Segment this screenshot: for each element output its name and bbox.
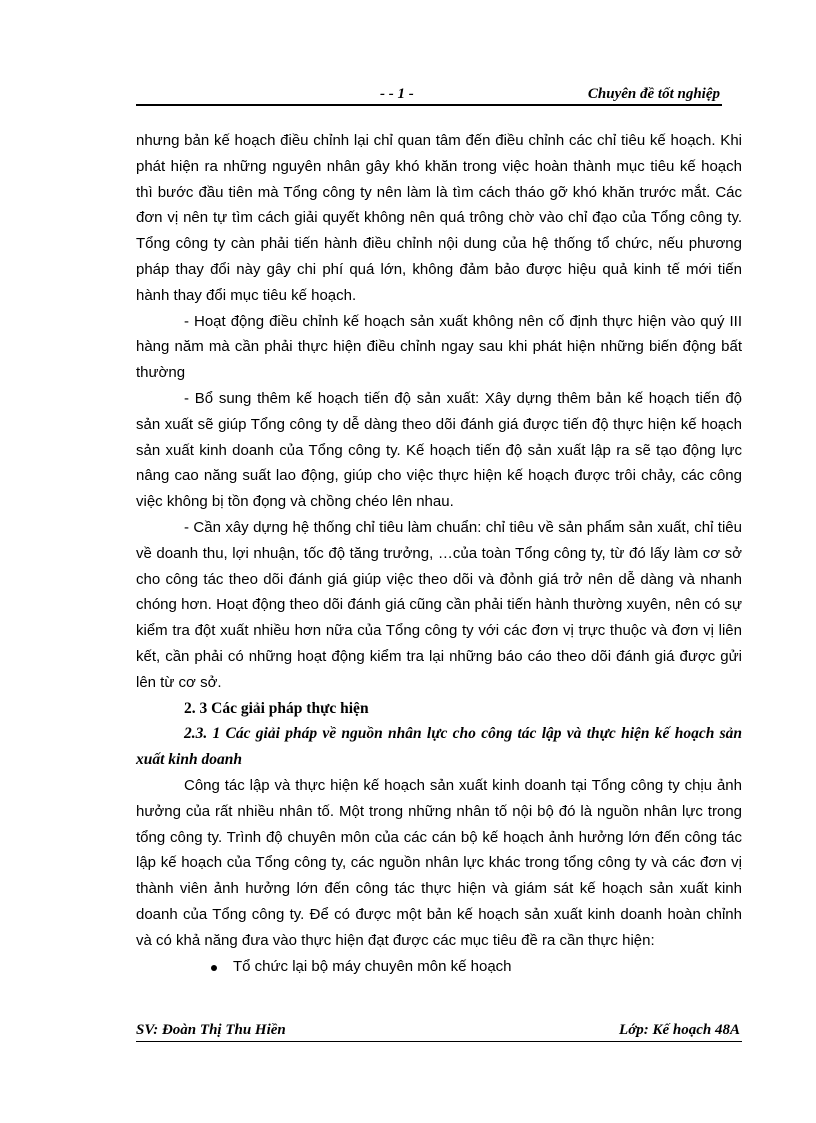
paragraph-2: - Hoạt động điều chỉnh kế hoạch sản xuất không nên cố định thực hiện vào quý III hàng năm mà cần phải thực hiện điều chỉnh ngay sau khi phát hiện những biến động bất thường bbox=[136, 312, 742, 382]
document-body bbox=[136, 128, 742, 979]
paragraph-5: Công tác lập và thực hiện kế hoạch sản xuất kinh doanh tại Tổng công ty chịu ảnh hưởng của rất nhiều nhân tố. Một trong những nhân tố nội bộ đó là nguồn nhân lực trong tổng công ty. Trình độ chuyên môn của các cán bộ kế hoạch ảnh hưởng lớn đến công tác lập kế hoạch của Tổng công ty, các nguồn nhân lực khác trong tổng công ty và các đơn vị thành viên ảnh hưởng lớn đến công tác thực hiện và giám sát kế hoạch sản xuất kinh doanh của Tổng công ty. Để có được một bản kế hoạch sản xuất kinh doanh hoàn chỉnh và có khả năng đưa vào thực hiện đạt được các mục tiêu đề ra cần thực hiện: bbox=[136, 776, 742, 949]
subsection-heading: 2.3. 1 Các giải pháp về nguồn nhân lực cho công tác lập và thực hiện kế hoạch sản xuất kinh doanh bbox=[136, 725, 742, 769]
class-name: Lớp: Kế hoạch 48A bbox=[619, 1022, 740, 1038]
student-name: SV: Đoàn Thị Thu Hiền bbox=[136, 1022, 286, 1038]
list-item bbox=[136, 954, 742, 980]
page-header bbox=[136, 86, 722, 106]
paragraph-3: - Bổ sung thêm kế hoạch tiến độ sản xuất: Xây dựng thêm bản kế hoạch tiến độ sản xuất sẽ giúp Tổng công ty dễ dàng theo dõi đánh giá được tiến độ thực hiện kế hoạch sản xuất kinh doanh của Tổng công ty. Kế hoạch tiến độ sản xuất lập ra sẽ tạo động lực nâng cao năng suất lao động, giúp cho việc thực hiện kế hoạch được trôi chảy, các công việc không bị tồn đọng và chồng chéo lên nhau. bbox=[136, 389, 742, 511]
page-footer bbox=[136, 1022, 742, 1042]
bullet-text: Tổ chức lại bộ máy chuyên môn kế hoạch bbox=[233, 957, 512, 975]
bullet-list bbox=[136, 954, 742, 980]
paragraph-1: nhưng bản kế hoạch điều chỉnh lại chỉ quan tâm đến điều chỉnh các chỉ tiêu kế hoạch. Khi phát hiện ra những nguyên nhân gây khó khăn trong việc hoàn thành mục tiêu kế hoạch thì bước đầu tiên mà Tổng công ty nên làm là tìm cách tháo gỡ khó khăn trước mắt. Các đơn vị nên tự tìm cách giải quyết không nên quá trông chờ vào chỉ đạo của Tổng công ty. Tổng công ty càn phải tiến hành điều chỉnh nội dung của hệ thống tổ chức, nếu phương pháp thay đổi này gây chi phí quá lớn, không đảm bảo được hiệu quả kinh tế mới tiến hành thay đổi mục tiêu kế hoạch. bbox=[136, 132, 742, 304]
paragraph-4: - Cần xây dựng hệ thống chỉ tiêu làm chuẩn: chỉ tiêu về sản phẩm sản xuất, chỉ tiêu về doanh thu, lợi nhuận, tốc độ tăng trưởng, …của toàn Tổng công ty, từ đó lấy làm cơ sở cho công tác theo dõi đánh giá giúp việc theo dõi và đỏnh giá trở nên dễ dàng và nhanh chóng hơn. Hoạt động theo dõi đánh giá cũng cần phải tiến hành thường xuyên, nên có sự kiểm tra đột xuất nhiều hơn nữa của Tổng công ty với các đơn vị trực thuộc và đơn vị liên kết, cần phải có những hoạt động kiểm tra lại những báo cáo theo dõi đánh giá được gửi lên từ cơ sở. bbox=[136, 518, 742, 691]
page-number: - - 1 - bbox=[380, 86, 414, 102]
bullet-icon bbox=[211, 965, 217, 971]
section-heading: 2. 3 Các giải pháp thực hiện bbox=[184, 699, 369, 717]
document-title: Chuyên đề tốt nghiệp bbox=[587, 86, 720, 102]
